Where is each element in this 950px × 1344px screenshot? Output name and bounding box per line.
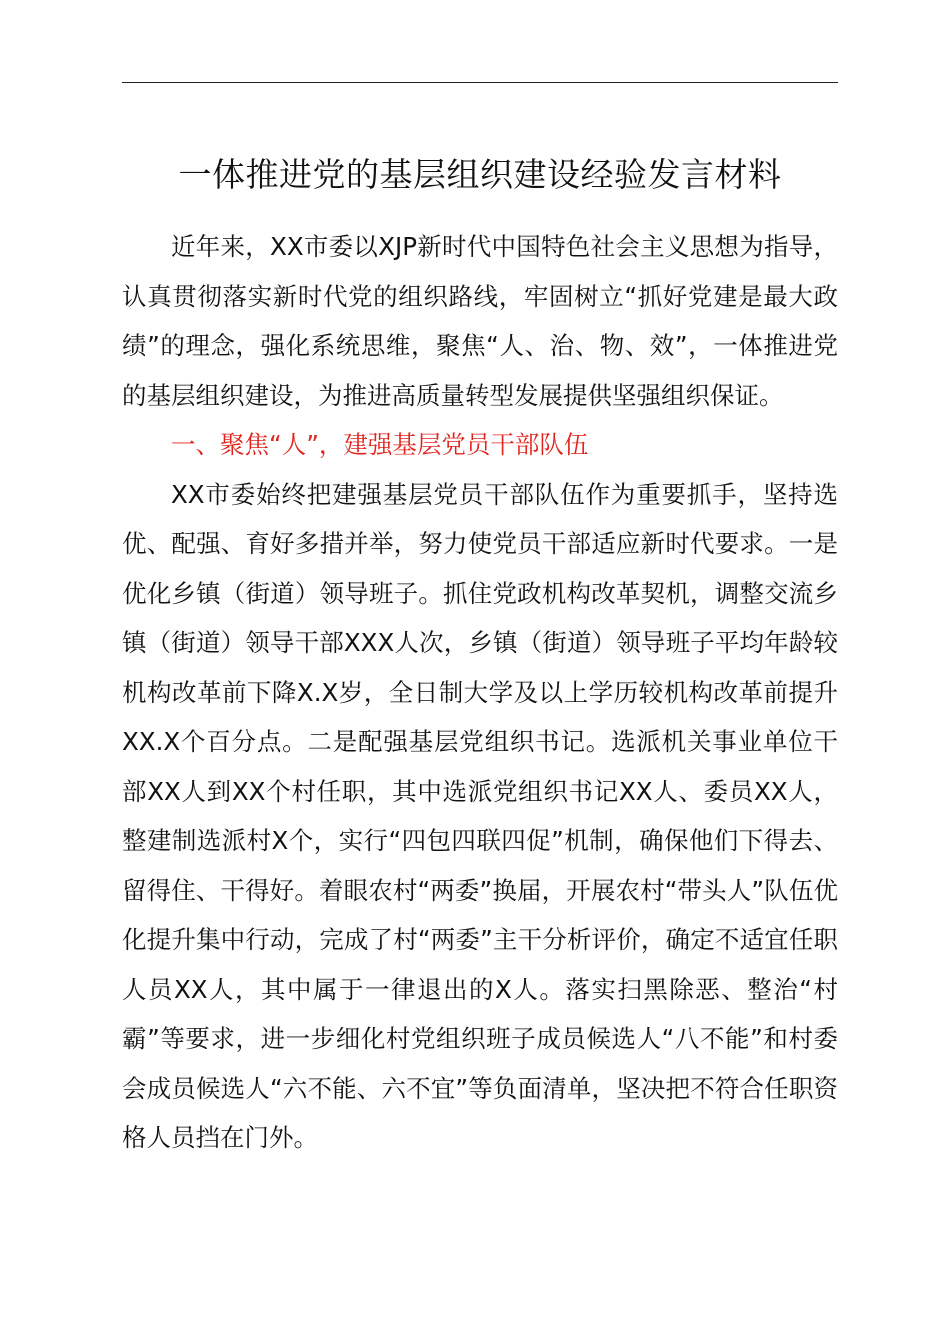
header-rule [122,82,838,83]
document-body [122,222,838,1163]
document-title: 一体推进党的基层组织建设经验发言材料 [178,155,782,194]
intro-paragraph: 近年来，XX市委以XJP新时代中国特色社会主义思想为指导，认真贯彻落实新时代党的组织路线，牢固树立“抓好党建是最大政绩”的理念，强化系统思维，聚焦“人、治、物、效”，一体推进党的基层组织建设，为推进高质量转型发展提供坚强组织保证。 [122,232,838,410]
section-1-heading: 一、聚焦“人”，建强基层党员干部队伍 [171,430,589,459]
section-1-paragraph: XX市委始终把建强基层党员干部队伍作为重要抓手，坚持选优、配强、育好多措并举，努力使党员干部适应新时代要求。一是优化乡镇（街道）领导班子。抓住党政机构改革契机，调整交流乡镇（街道）领导干部XXX人次，乡镇（街道）领导班子平均年龄较机构改革前下降X.X岁，全日制大学及以上学历较机构改革前提升XX.X个百分点。二是配强基层党组织书记。选派机关事业单位干部XX人到XX个村任职，其中选派党组织书记XX人、委员XX人，整建制选派村X个，实行“四包四联四促”机制，确保他们下得去、留得住、干得好。着眼农村“两委”换届，开展农村“带头人”队伍优化提升集中行动，完成了村“两委”主干分析评价，确定不适宜任职人员XX人，其中属于一律退出的X人。落实扫黑除恶、整治“村霸”等要求，进一步细化村党组织班子成员候选人“八不能”和村委会成员候选人“六不能、六不宜”等负面清单，坚决把不符合任职资格人员挡在门外。 [122,479,838,1152]
